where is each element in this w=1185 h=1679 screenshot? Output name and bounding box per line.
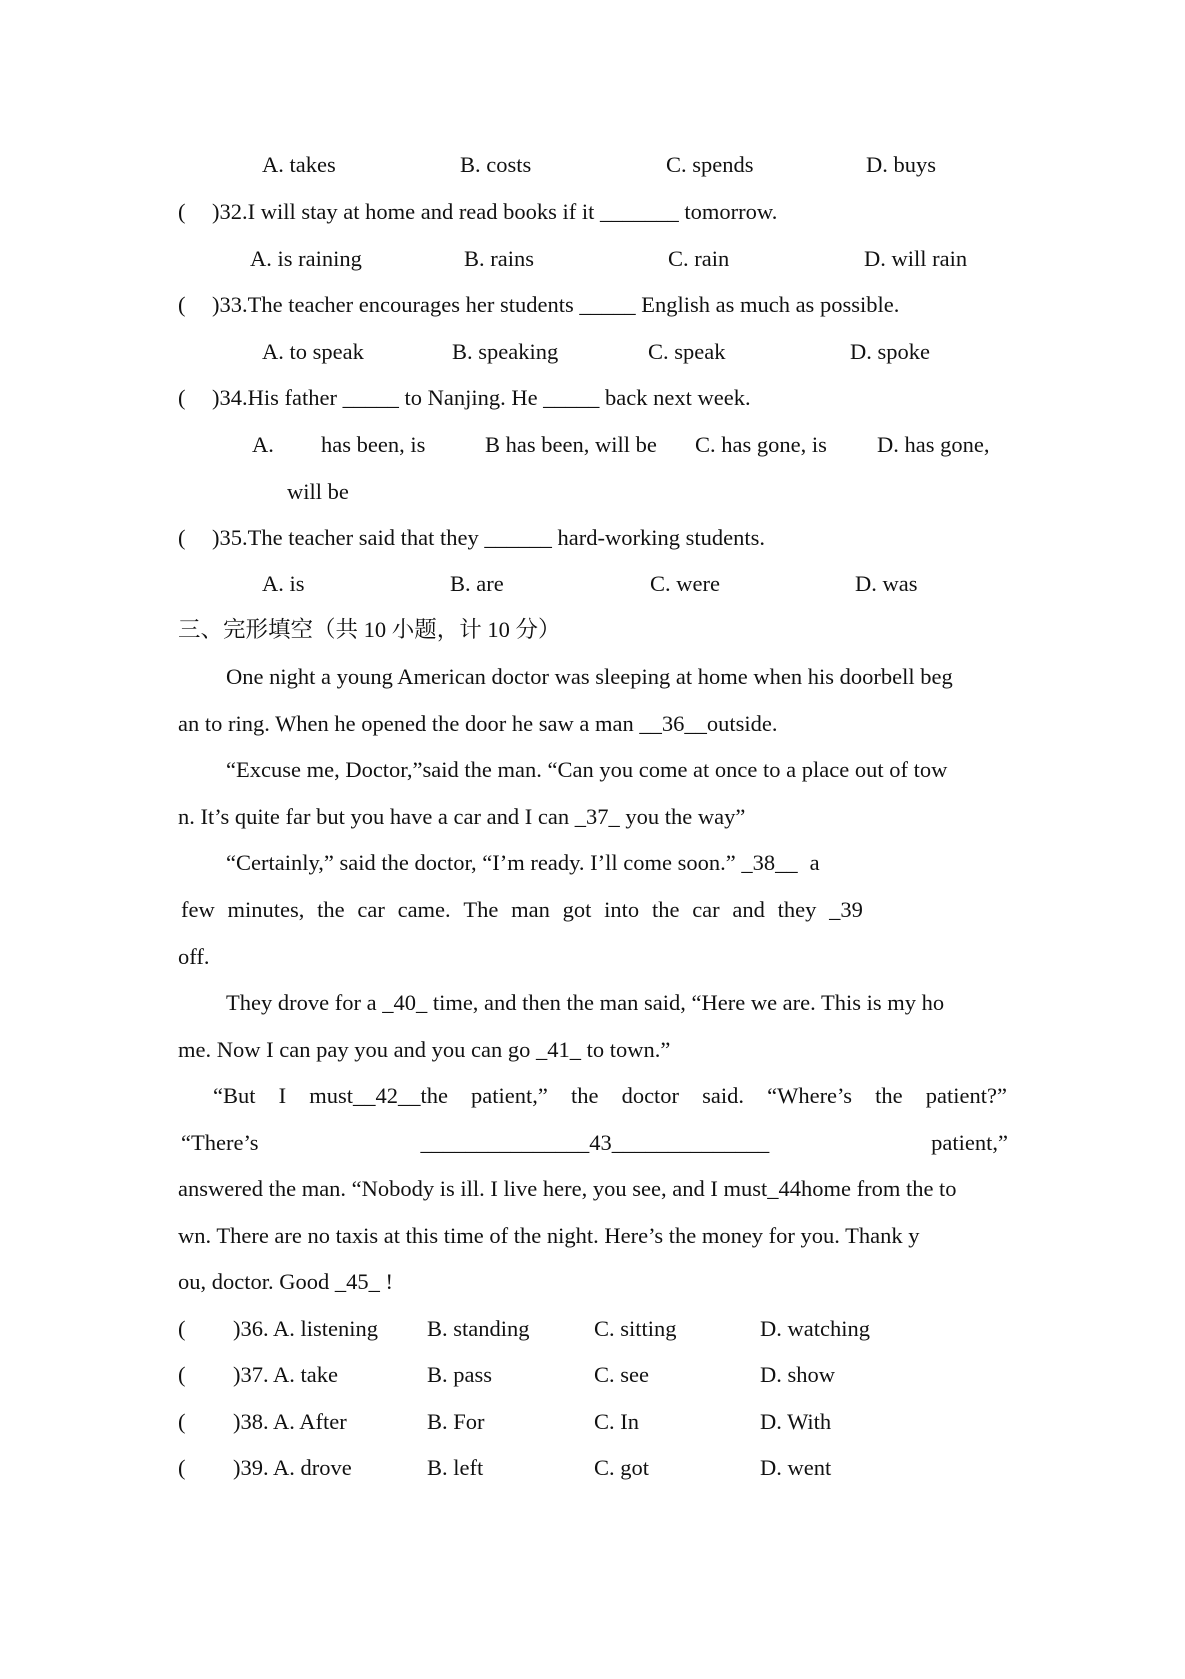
q33-option-a: A. to speak: [262, 339, 364, 364]
word: said.: [702, 1083, 745, 1108]
word: “There’s: [181, 1130, 259, 1155]
q37-option-c: C. see: [594, 1362, 649, 1387]
q37-option-d: D. show: [760, 1362, 836, 1387]
q32-paren: (: [178, 199, 186, 224]
q39-option-d: D. went: [760, 1455, 832, 1480]
word: patient?”: [925, 1083, 1007, 1108]
blank-43: _______________43______________: [420, 1130, 770, 1155]
q33-option-b: B. speaking: [452, 339, 559, 364]
q35-option-b: B. are: [450, 571, 504, 596]
passage-text: !: [379, 1269, 393, 1294]
word: I: [278, 1083, 287, 1108]
q38-option-c: C. In: [594, 1409, 639, 1434]
q38-paren: (: [178, 1409, 186, 1434]
passage-line: [226, 848, 820, 878]
passage-text: to town.”: [581, 1037, 671, 1062]
word: they: [777, 897, 817, 922]
q39-option-b: B. left: [427, 1455, 484, 1480]
blank-45: _45_: [334, 1269, 380, 1294]
q34-option-d: D. has gone,: [877, 432, 990, 457]
passage-line: “Excuse me, Doctor,”said the man. “Can you come at once to a place out of tow: [226, 757, 948, 782]
q33-paren: (: [178, 292, 186, 317]
q35-option-a: A. is: [262, 571, 305, 596]
q34-option-b: B has been, will be: [485, 432, 657, 457]
passage-text: ome from the to: [812, 1176, 957, 1201]
q32-option-c: C. rain: [668, 246, 730, 271]
q31-option-c: C. spends: [666, 152, 754, 177]
passage-text: n. It’s quite far but you have a car and I can: [178, 804, 575, 829]
q39-option-a: )39. A. drove: [233, 1455, 352, 1480]
q37-option-b: B. pass: [427, 1362, 493, 1387]
passage-line: [226, 988, 944, 1018]
q39-option-c: C. got: [594, 1455, 650, 1480]
word: the: [570, 1083, 599, 1108]
word: “But: [213, 1083, 256, 1108]
q32-stem: )32.I will stay at home and read books if it _______ tomorrow.: [212, 199, 778, 224]
passage-text: time, and then the man said, “Here we are. This is my ho: [427, 990, 945, 1015]
q38-option-d: D. With: [760, 1409, 832, 1434]
passage-text: me. Now I can pay you and you can go: [178, 1037, 537, 1062]
q38-option-a: )38. A. After: [233, 1409, 347, 1434]
word: into: [604, 897, 640, 922]
passage-text: ou, doctor. Good: [178, 1269, 335, 1294]
q37-option-a: )37. A. take: [233, 1362, 338, 1387]
passage-line: [178, 802, 745, 832]
q36-paren: (: [178, 1316, 186, 1341]
q32-option-a: A. is raining: [250, 246, 362, 271]
q36-option-b: B. standing: [427, 1316, 530, 1341]
q31-option-a: A. takes: [262, 152, 336, 177]
passage-text: They drove for a: [226, 990, 383, 1015]
passage-line: [178, 1174, 957, 1204]
q34-option-d-wrap: will be: [287, 479, 349, 504]
q36-option-c: C. sitting: [594, 1316, 677, 1341]
q36-option-a: )36. A. listening: [233, 1316, 378, 1341]
blank-36: __36__: [639, 711, 707, 736]
word: minutes,: [227, 897, 305, 922]
passage-line: wn. There are no taxis at this time of the night. Here’s the money for you. Thank y: [178, 1223, 920, 1248]
q33-option-c: C. speak: [648, 339, 726, 364]
q35-paren: (: [178, 525, 186, 550]
passage-line: One night a young American doctor was sleeping at home when his doorbell beg: [226, 664, 953, 689]
passage-line: [178, 1035, 670, 1065]
section-3-heading: 三、完形填空（共 10 小题，计 10 分）: [178, 617, 561, 642]
passage-justified-line: [181, 1128, 1008, 1158]
q33-option-d: D. spoke: [850, 339, 930, 364]
blank-41: _41_: [536, 1037, 582, 1062]
q35-option-c: C. were: [650, 571, 720, 596]
passage-text: “Certainly,” said the doctor, “I’m ready. I’ll come soon.”: [226, 850, 742, 875]
passage-text: a: [809, 850, 820, 875]
q33-stem: )33.The teacher encourages her students _____ English as much as possible.: [212, 292, 900, 317]
passage-line: [178, 709, 777, 739]
passage-justified-line: [181, 895, 863, 925]
blank-44: _44h: [767, 1176, 813, 1201]
q31-option-d: D. buys: [866, 152, 937, 177]
q32-option-b: B. rains: [464, 246, 534, 271]
passage-text: outside.: [706, 711, 778, 736]
word: and: [732, 897, 765, 922]
word: car: [692, 897, 720, 922]
blank-40: _40_: [382, 990, 428, 1015]
word: The: [463, 897, 499, 922]
blank-42: must__42__the: [309, 1083, 448, 1108]
q34-paren: (: [178, 385, 186, 410]
word: car: [357, 897, 385, 922]
word: came.: [397, 897, 451, 922]
word: the: [875, 1083, 903, 1108]
q34-option-c: C. has gone, is: [695, 432, 827, 457]
word: got: [562, 897, 592, 922]
q37-paren: (: [178, 1362, 186, 1387]
word: the: [317, 897, 345, 922]
q31-option-b: B. costs: [460, 152, 532, 177]
q39-paren: (: [178, 1455, 186, 1480]
q34-option-a-label: A.: [252, 432, 274, 457]
passage-line: off.: [178, 944, 210, 969]
blank-37: _37_: [574, 804, 620, 829]
word: man: [511, 897, 550, 922]
passage-justified-line: [213, 1081, 1007, 1111]
blank-38: _38__: [741, 850, 798, 875]
word: patient,”: [471, 1083, 548, 1108]
q35-option-d: D. was: [855, 571, 918, 596]
passage-text: you the way”: [619, 804, 746, 829]
q36-option-d: D. watching: [760, 1316, 870, 1341]
q34-option-a-text: has been, is: [321, 432, 426, 457]
q38-option-b: B. For: [427, 1409, 485, 1434]
q34-stem: )34.His father _____ to Nanjing. He _____ back next week.: [212, 385, 751, 410]
word: few: [181, 897, 215, 922]
word: “Where’s: [767, 1083, 853, 1108]
passage-line: [178, 1267, 393, 1297]
q32-option-d: D. will rain: [864, 246, 968, 271]
q35-stem: )35.The teacher said that they ______ hard-working students.: [212, 525, 765, 550]
word: patient,”: [931, 1130, 1008, 1155]
word: doctor: [621, 1083, 680, 1108]
word: the: [651, 897, 680, 922]
blank-39: _39: [829, 897, 863, 922]
passage-text: answered the man. “Nobody is ill. I live here, you see, and I must: [178, 1176, 768, 1201]
passage-text: an to ring. When he opened the door he saw a man: [178, 711, 640, 736]
